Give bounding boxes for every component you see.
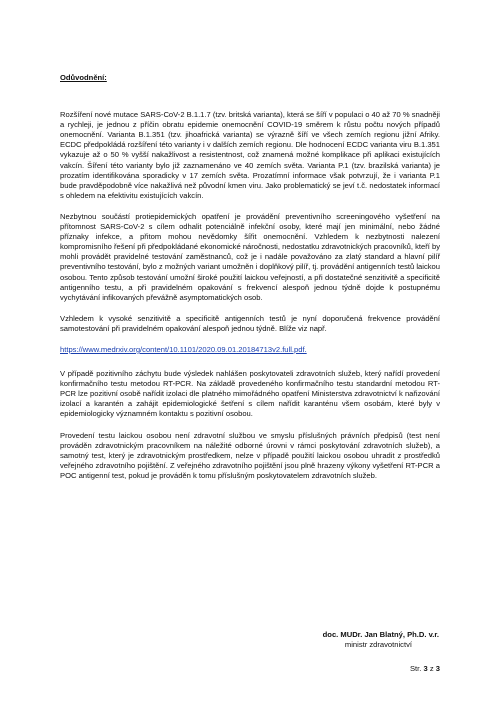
signature-block — [253, 630, 439, 650]
signatory-name: doc. MUDr. Jan Blatný, Ph.D. v.r. — [322, 630, 439, 639]
signatory-role: ministr zdravotnictví — [344, 640, 412, 649]
reference-link[interactable]: https://www.medrxiv.org/content/10.1101/2020.09.01.20184713v2.full.pdf. — [60, 344, 307, 354]
page-number-total: 3 — [435, 664, 440, 673]
paragraph-screening: Nezbytnou součástí protiepidemických opatření je provádění preventivního screeningového vyšetření na přítomnost SARS-CoV-2 s cílem odhalit potenciálně infekční osoby, které mají jen minimální, nebo žádné příznaky infekce, a přitom mohou nevědomky šířit onemocnění. Vzhledem k nezbytnosti nalezení kompromisního řešení při předpokládané ekonomické náročnosti, nedostatku zdravotnických pracovníků, kteří by mohli provádět pravidelné testování zaměstnanců, což je i nadále považováno za zlatý standard a hlavní pilíř preventivního testování, bylo z možných variant umožněn i doplňkový pilíř, tj. provádění antigenních testů laickou osobou. Tento způsob testování umožní široké použití laickou veřejností, a při dostatečné senzitivitě a specificitě antigenního testu, a při pravidelném opakování s frekvencí alespoň jednou týdně dojde k postupnému vychytávání infikovaných převážně asymptomatických osob. — [60, 211, 440, 302]
page-number-prefix: Str. — [409, 664, 422, 673]
page-number — [410, 664, 440, 673]
reference-link-paragraph — [60, 345, 440, 355]
paragraph-variants: Rozšíření nové mutace SARS-CoV-2 B.1.1.7 (tzv. britská varianta), která se šíří v populaci o 40 až 70 % snadněji a rychleji, je jednou z příčin obratu epidemie onemocnění COVID-19 směrem k růstu počtu nových případů onemocnění. Varianta B.1.351 (tzv. jihoafrická varianta) se výrazně šíří ve všech zemích regionu jižní Afriky. ECDC předpokládá rozšíření této varianty i v dalších zemích regionu. Dle hodnocení ECDC varianta viru B.1.351 vykazuje až o 50 % vyšší nakažlivost a resistentnost, což znamená možné komplikace při aplikaci existujících vakcín. Šíření této varianty bylo již zaznamenáno ve 40 zemích světa. Varianta P.1 (tzv. brazilská varianta) je prozatím identifikována sporadicky v 17 zemích světa. Prozatímní informace však potvrzují, že i varianta P.1 bude pravděpodobně více nakažlivá než původní kmen viru. Jako problematický se jeví t.č. nedostatek informací s ohledem na efektivitu existujících vakcín. — [60, 110, 440, 200]
page-number-separator: z — [429, 664, 434, 673]
paragraph-positive-result: V případě pozitivního záchytu bude výsledek nahlášen poskytovateli zdravotních služeb, který nařídí provedení konfirmačního testu metodou RT-PCR. Na základě provedeného konfirmačního testu standardní metodou RT-PCR lze pozitivní osobě nařídit izolaci dle platného mimořádného opatření Ministerstva zdravotnictví k nařizování izolací a karantén a zahájit epidemiologické šetření s cílem nařídit karanténu všem osobám, které byly v epidemiologicky významném kontaktu s pozitivní osobou. — [60, 369, 440, 419]
paragraph-frequency: Vzhledem k vysoké senzitivitě a specificitě antigenních testů je nyní doporučená frekvence provádění samotestování při pravidelném opakování alespoň jednou týdně. Blíže viz např. — [60, 313, 440, 333]
document-body — [60, 73, 440, 492]
paragraph-insurance: Provedení testu laickou osobou není zdravotní službou ve smyslu příslušných právních předpisů (test není prováděn zdravotnickým pracovníkem na náležité odborné úrovni v rámci poskytování zdravotních služeb), a samotný test, který je zdravotnickým prostředkem, nelze v případě použití laickou osobou uhradit z prostředků veřejného zdravotního pojištění. Z veřejného zdravotního pojištění jsou plně hrazeny výkony vyšetření RT-PCR a POC antigenní test, pokud je prováděn k tomu příslušným poskytovatelem zdravotních služeb. — [60, 430, 440, 480]
section-heading: Odůvodnění: — [60, 73, 107, 82]
page-number-current: 3 — [423, 664, 428, 673]
